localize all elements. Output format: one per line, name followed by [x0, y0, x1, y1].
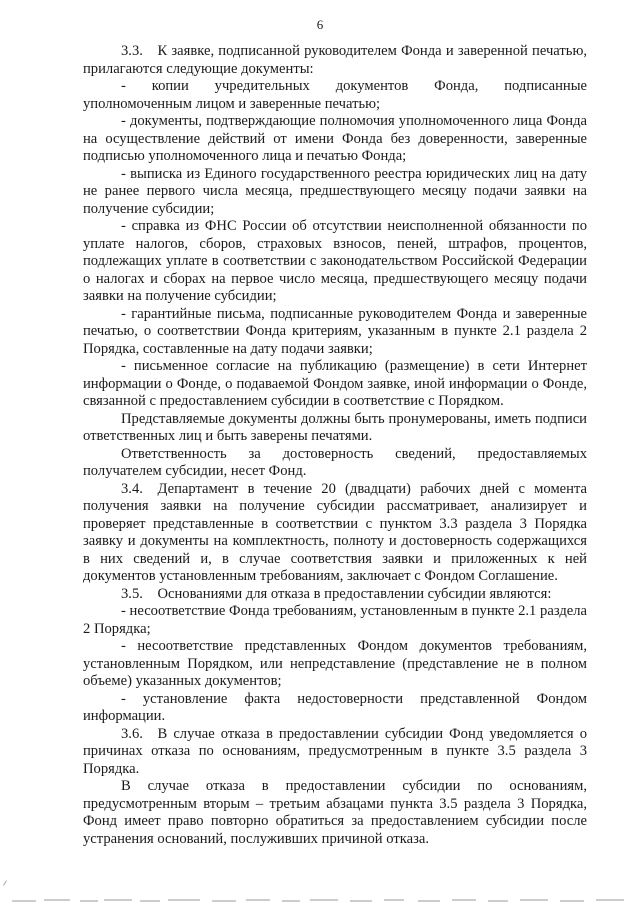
- list-item-false-information: - установление факта недостоверности представленной Фондом информации.: [83, 690, 587, 724]
- paragraph-3-5-intro: 3.5. Основаниями для отказа в предоставлении субсидии являются:: [121, 585, 552, 602]
- document-body: [83, 43, 587, 848]
- list-item-registry-extract: - выписка из Единого государственного реестра юридических лиц на дату не ранее первого числа месяца, предшествующего месяцу подачи заявки на получение субсидии;: [83, 165, 587, 217]
- paragraph-3-3-intro: 3.3. К заявке, подписанной руководителем Фонда и заверенной печатью, прилагаются следующие документы:: [83, 43, 587, 77]
- scan-artifact-strip: [0, 893, 640, 905]
- paragraph-repeat-application: В случае отказа в предоставлении субсидии по основаниям, предусмотренным вторым – третьим абзацами пункта 3.5 раздела 3 Порядка, Фонд имеет право повторно обратиться за предоставлением субсидии после устранения оснований, послуживших причиной отказа.: [83, 778, 587, 847]
- paragraph-responsibility: Ответственность за достоверность сведений, предоставляемых получателем субсидии, несет Фонд.: [83, 445, 587, 479]
- scan-edge-mark: [3, 880, 7, 886]
- list-item-tax-certificate: - справка из ФНС России об отсутствии неисполненной обязанности по уплате налогов, сборов, страховых взносов, пеней, штрафов, процентов, подлежащих уплате в соответствии с законодательством Российской Федерации о налогах и сборах на первое число месяца, предшествующего месяцу подачи заявки на получение субсидии;: [83, 218, 587, 304]
- list-item-publication-consent: - письменное согласие на публикацию (размещение) в сети Интернет информации о Фонде, о подаваемой Фондом заявке, иной информации о Фонде, связанной с предоставлением субсидии в соответствие с Порядком.: [83, 358, 587, 409]
- list-item-documents-noncompliance: - несоответствие представленных Фондом документов требованиям, установленным Порядком, или непредставление (представление не в полном объеме) указанных документов;: [83, 638, 587, 689]
- paragraph-3-6: 3.6. В случае отказа в предоставлении субсидии Фонд уведомляется о причинах отказа по основаниям, предусмотренным в пункте 3.5 раздела 3 Порядка.: [83, 725, 587, 777]
- paragraph-numbering-requirement: Представляемые документы должны быть пронумерованы, иметь подписи ответственных лиц и быть заверены печатями.: [83, 410, 587, 444]
- list-item-founding-documents: - копии учредительных документов Фонда, подписанные уполномоченным лицом и заверенные печатью;: [83, 78, 587, 112]
- list-item-guarantee-letters: - гарантийные письма, подписанные руководителем Фонда и заверенные печатью, о соответствии Фонда критериям, указанным в пункте 2.1 раздела 2 Порядка, составленные на дату подачи заявки;: [83, 305, 587, 357]
- list-item-authority-documents: - документы, подтверждающие полномочия уполномоченного лица Фонда на осуществление действий от имени Фонда без доверенности, заверенные подписью уполномоченного лица и печатью Фонда;: [83, 113, 587, 164]
- paragraph-3-4: 3.4. Департамент в течение 20 (двадцати) рабочих дней с момента получения заявки на получение субсидии рассматривает, анализирует и проверяет представленные в соответствии с пунктом 3.3 раздела 3 Порядка заявку и документы на комплектность, полноту и достоверность содержащихся в них сведений и, в случае соответствия заявки и приложенных к ней документов установленным требованиям, заключает с Фондом Соглашение.: [83, 480, 587, 584]
- page-number: 6: [316, 17, 324, 32]
- list-item-fund-noncompliance: - несоответствие Фонда требованиям, установленным в пункте 2.1 раздела 2 Порядка;: [83, 603, 587, 637]
